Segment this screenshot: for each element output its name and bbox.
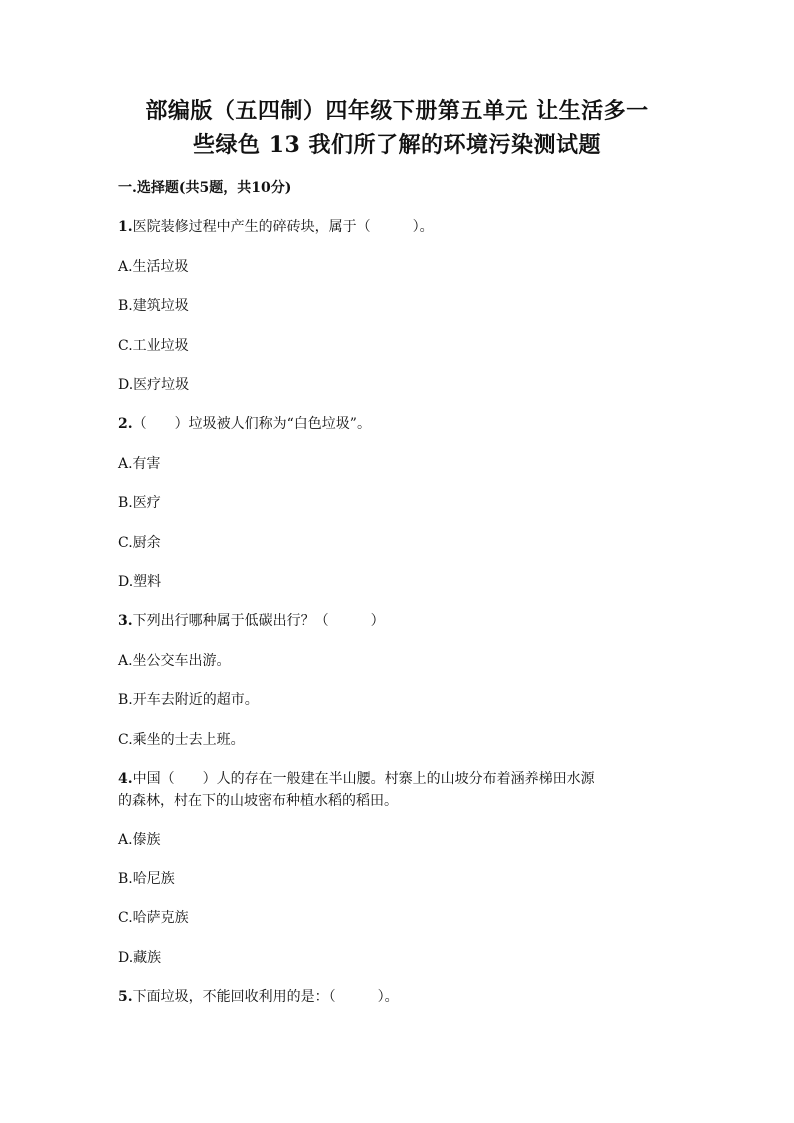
question-number: 3. [118, 613, 133, 629]
question-text: 下列出行哪种属于低碳出行？（ ） [132, 613, 385, 629]
question-1-option-d: D.医疗垃圾 [118, 377, 190, 393]
question-1-option-a: A.生活垃圾 [118, 259, 189, 275]
question-3-option-c: C.乘坐的士去上班。 [118, 732, 245, 748]
question-4 [118, 769, 678, 789]
question-4-option-a: A.傣族 [118, 832, 161, 848]
question-3 [118, 611, 678, 631]
question-text: 下面垃圾，不能回收利用的是：（ ）。 [132, 989, 399, 1005]
question-text: 医院装修过程中产生的碎砖块，属于（ ）。 [132, 219, 434, 235]
question-number: 2. [118, 416, 133, 432]
question-2-option-c: C.厨余 [118, 535, 161, 551]
question-3-option-b: B.开车去附近的超市。 [118, 692, 259, 708]
question-2-option-d: D.塑料 [118, 574, 162, 590]
question-4-option-d: D.藏族 [118, 950, 162, 966]
question-2-option-a: A.有害 [118, 456, 161, 472]
question-3-option-a: A.坐公交车出游。 [118, 653, 231, 669]
question-4-text-line-2: 的森林，村在下的山坡密布种植水稻的稻田。 [118, 793, 398, 809]
page-title-line-1: 部编版（五四制）四年级下册第五单元 让生活多一 [145, 98, 649, 124]
question-text-line-1: 中国（ ）人的存在一般建在半山腰。村寨上的山坡分布着涵养梯田水源 [132, 771, 595, 787]
question-text: （ ）垃圾被人们称为“白色垃圾”。 [132, 416, 371, 432]
question-4-option-b: B.哈尼族 [118, 871, 175, 887]
question-1-option-b: B.建筑垃圾 [118, 298, 189, 314]
question-2 [118, 414, 678, 434]
section-heading: 一.选择题(共5题，共10分) [118, 180, 292, 196]
question-number: 1. [118, 219, 133, 235]
question-1-option-c: C.工业垃圾 [118, 338, 189, 354]
question-number: 4. [118, 771, 133, 787]
page-title-line-2: 些绿色 13 我们所了解的环境污染测试题 [193, 132, 601, 158]
question-number: 5. [118, 989, 133, 1005]
question-4-option-c: C.哈萨克族 [118, 910, 189, 926]
question-2-option-b: B.医疗 [118, 495, 161, 511]
question-1 [118, 217, 678, 237]
question-5 [118, 987, 678, 1007]
